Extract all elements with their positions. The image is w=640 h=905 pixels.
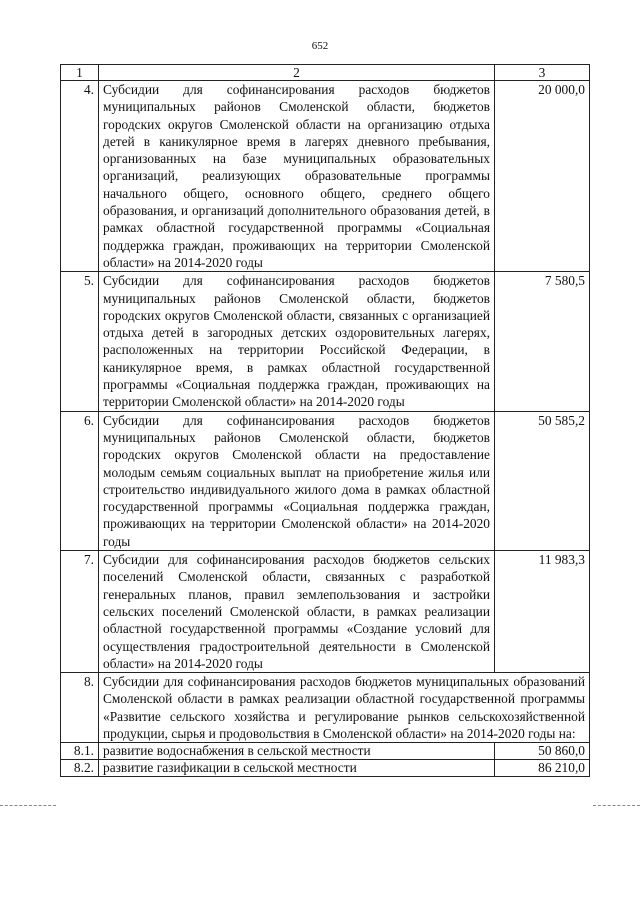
row-number: 6. bbox=[61, 411, 99, 550]
table-row bbox=[61, 551, 590, 673]
table-row bbox=[61, 743, 590, 760]
row-number: 8.1. bbox=[61, 743, 99, 760]
row-amount: 86 210,0 bbox=[495, 760, 590, 777]
row-description: развитие водоснабжения в сельской местности bbox=[99, 743, 495, 760]
row-number: 5. bbox=[61, 272, 99, 411]
row-number: 8.2. bbox=[61, 760, 99, 777]
table-row bbox=[61, 81, 590, 272]
row-number: 4. bbox=[61, 81, 99, 272]
table-header-row bbox=[61, 65, 590, 81]
row-amount: 11 983,3 bbox=[495, 551, 590, 673]
table-row bbox=[61, 760, 590, 777]
row-description: развитие газификации в сельской местности bbox=[99, 760, 495, 777]
row-description: Субсидии для софинансирования расходов бюджетов муниципальных районов Смоленской области, бюджетов городских округов Смоленской области на предоставление молодым семьям социальных выплат на приобретение жилья или строительство индивидуального жилого дома в рамках областной государственной программы «Социальная поддержка граждан, проживающих на территории Смоленской области» на 2014-2020 годы bbox=[99, 411, 495, 550]
row-description: Субсидии для софинансирования расходов бюджетов муниципальных районов Смоленской области, бюджетов городских округов Смоленской области, связанных с организацией отдыха детей в загородных детских оздоровительных лагерях, расположенных на территории Российской Федерации, в каникулярное время, в рамках областной государственной программы «Социальная поддержка граждан, проживающих на территории Смоленской области» на 2014-2020 годы bbox=[99, 272, 495, 411]
page-number: 652 bbox=[311, 40, 329, 52]
row-description: Субсидии для софинансирования расходов бюджетов муниципальных районов Смоленской области, бюджетов городских округов Смоленской области на организацию отдыха детей в каникулярное время в лагерях дневного пребывания, организованных на базе муниципальных образовательных организаций, реализующих образовательные программы начального общего, основного общего, среднего общего образования, и организаций дополнительного образования детей, в рамках областной государственной программы «Социальная поддержка граждан, проживающих на территории Смоленской области» на 2014-2020 годы bbox=[99, 81, 495, 272]
row-number: 7. bbox=[61, 551, 99, 673]
row-amount: 7 580,5 bbox=[495, 272, 590, 411]
header-col-3: 3 bbox=[495, 65, 590, 81]
row-number: 8. bbox=[61, 673, 99, 743]
row-amount: 20 000,0 bbox=[495, 81, 590, 272]
table-row bbox=[61, 411, 590, 550]
row-description: Субсидии для софинансирования расходов бюджетов муниципальных образований Смоленской области в рамках реализации областной государственной программы «Развитие сельского хозяйства и регулирование рынков сельскохозяйственной продукции, сырья и продовольствия в Смоленской области» на 2014-2020 годы на: bbox=[99, 673, 590, 743]
header-col-2: 2 bbox=[99, 65, 495, 81]
row-description: Субсидии для софинансирования расходов бюджетов сельских поселений Смоленской области, связанных с разработкой генеральных планов, правил землепользования и застройки сельских поселений Смоленской области, в рамках реализации областной государственной программы «Создание условий для осуществления градостроительной деятельности в Смоленской области» на 2014-2020 годы bbox=[99, 551, 495, 673]
header-col-1: 1 bbox=[61, 65, 99, 81]
row-amount: 50 585,2 bbox=[495, 411, 590, 550]
table-row bbox=[61, 673, 590, 743]
scan-dashed-line-left bbox=[0, 805, 56, 806]
scan-dashed-line-right bbox=[593, 805, 640, 806]
row-amount: 50 860,0 bbox=[495, 743, 590, 760]
table-row bbox=[61, 272, 590, 411]
subsidy-table bbox=[60, 64, 590, 777]
